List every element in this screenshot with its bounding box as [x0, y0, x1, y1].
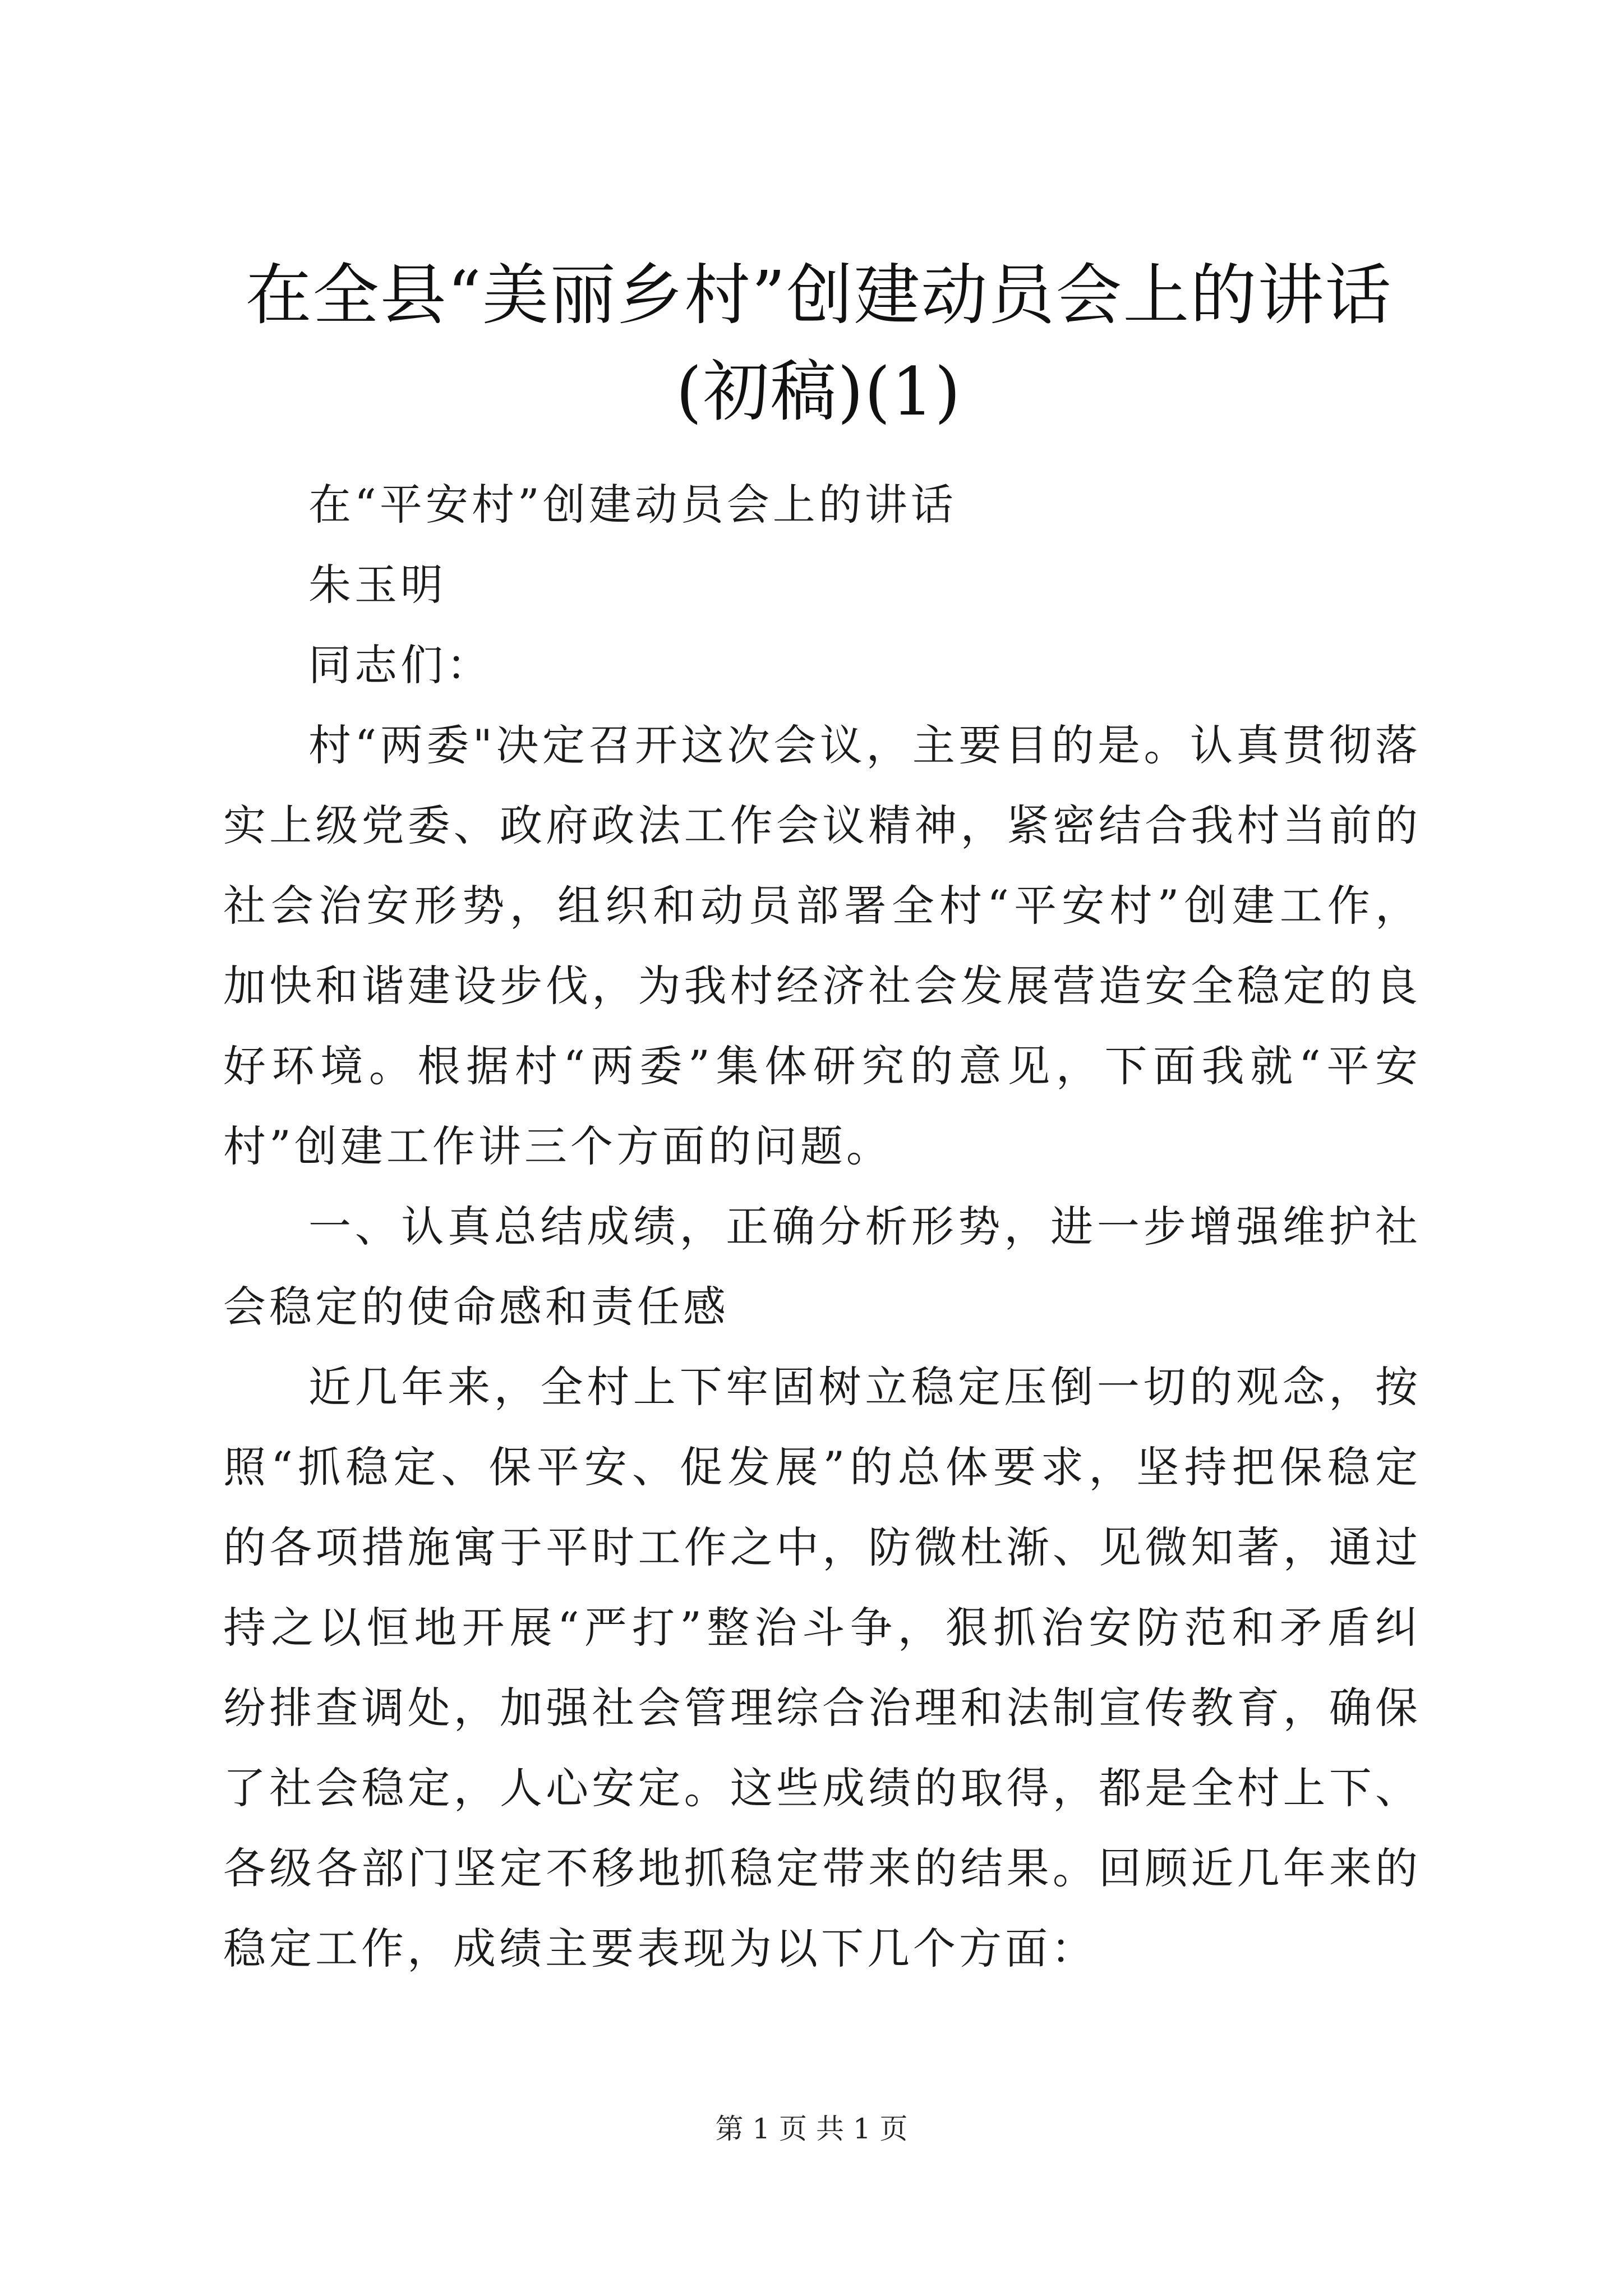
speech-author: 朱玉明: [308, 560, 446, 610]
page-number-footer: 第 1 页 共 1 页: [715, 2113, 908, 2145]
body-paragraph: 近几年来，全村上下牢固树立稳定压倒一切的观念，按照“抓稳定、保平安、促发展”的总体要求，坚持把保稳定的各项措施寓于平时工作之中，防微杜渐、见微知著，通过持之以恒地开展“严打”整治斗争，狠抓治安防范和矛盾纠纷排查调处，加强社会管理综合治理和法制宣传教育，确保了社会稳定，人心安定。这些成绩的取得，都是全村上下、各级各部门坚定不移地抓稳定带来的结果。回顾近几年来的稳定工作，成绩主要表现为以下几个方面：: [223, 1362, 1421, 1973]
speech-salutation: 同志们：: [308, 640, 492, 690]
body-paragraph: 村“两委"决定召开这次会议，主要目的是。认真贯彻落实上级党委、政府政法工作会议精神，紧密结合我村当前的社会治安形势，组织和动员部署全村“平安村”创建工作，加快和谐建设步伐，为我村经济社会发展营造安全稳定的良好环境。根据村“两委”集体研究的意见，下面我就“平安村”创建工作讲三个方面的问题。: [223, 720, 1421, 1171]
section-heading: 一、认真总结成绩，正确分析形势，进一步增强维护社会稳定的使命感和责任感: [223, 1202, 1421, 1332]
speech-subtitle: 在“平安村”创建动员会上的讲话: [308, 480, 957, 530]
document-body: [223, 464, 1421, 1989]
document-title: 在全县“美丽乡村”创建动员会上的讲话(初稿)(1): [245, 256, 1393, 430]
